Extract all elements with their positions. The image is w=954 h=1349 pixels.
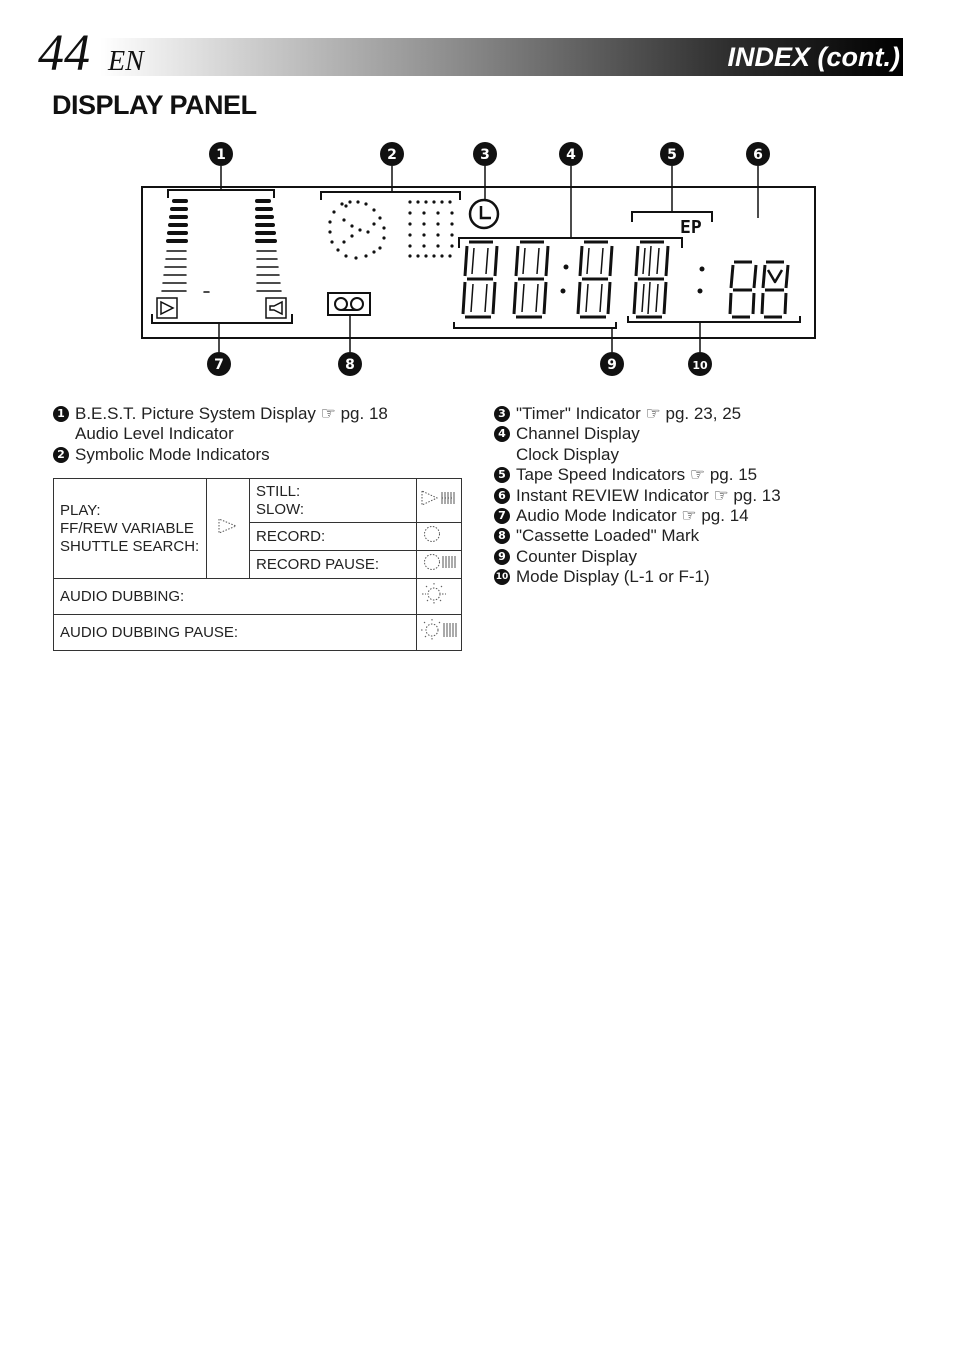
tape-speed-ep-label: EP	[680, 217, 702, 238]
still-label: STILL:	[256, 482, 301, 500]
legend-text: Symbolic Mode Indicators	[75, 444, 270, 464]
legend-number: 1	[53, 406, 69, 422]
callout-3	[473, 142, 497, 166]
legend-subtext: Audio Level Indicator	[75, 424, 234, 444]
slow-label: SLOW:	[256, 500, 305, 518]
legend-text: Audio Mode Indicator ☞ pg. 14	[516, 506, 749, 526]
page-language: EN	[108, 46, 144, 77]
symbolic-mode-table	[53, 478, 462, 651]
svg-text:2: 2	[387, 147, 397, 163]
seven-segment-digits-icon	[463, 242, 788, 317]
callout-9	[600, 352, 624, 376]
legend-number: 9	[494, 549, 510, 565]
record-pause-icon-cell	[417, 551, 462, 579]
legend-item-8	[494, 526, 781, 546]
audio-level-bars-icon	[162, 201, 281, 292]
callout-6	[746, 142, 770, 166]
still-slow-label-cell	[250, 479, 417, 523]
legend-item-2	[53, 445, 388, 465]
legend-item-1	[53, 404, 388, 424]
legend-item-5	[494, 465, 781, 485]
audio-mode-speaker-icon	[157, 298, 286, 318]
legend-text: Tape Speed Indicators ☞ pg. 15	[516, 465, 758, 485]
play-icon-cell	[207, 479, 250, 579]
legend-number: 7	[494, 508, 510, 524]
legend-number: 10	[494, 569, 510, 585]
legend-number: 6	[494, 488, 510, 504]
record-label-cell: RECORD:	[250, 523, 417, 551]
audio-dubbing-icon-cell	[417, 579, 462, 615]
svg-text:5: 5	[667, 147, 677, 163]
callout-7	[207, 352, 231, 376]
record-icon-cell	[417, 523, 462, 551]
leader-lines	[219, 166, 758, 352]
ff-rew-variable-label: FF/REW VARIABLE	[60, 519, 194, 537]
record-pause-icon	[418, 552, 460, 572]
legend-text: Mode Display (L-1 or F-1)	[516, 567, 710, 587]
play-dotted-icon	[217, 517, 239, 535]
still-icon-cell	[417, 479, 462, 523]
shuttle-search-label: SHUTTLE SEARCH:	[60, 537, 200, 555]
audio-dubbing-icon	[418, 582, 460, 606]
legend-number: 5	[494, 467, 510, 483]
callout-8	[338, 352, 362, 376]
legend-text: "Timer" Indicator ☞ pg. 23, 25	[516, 404, 742, 423]
legend-text: Instant REVIEW Indicator ☞ pg. 13	[516, 485, 781, 505]
timer-clock-icon	[470, 200, 498, 228]
callout-brackets	[152, 190, 800, 328]
legend-text: "Cassette Loaded" Mark	[516, 526, 700, 546]
legend-item-4	[494, 424, 781, 444]
callout-4	[559, 142, 583, 166]
legend-text: Counter Display	[516, 546, 637, 566]
record-pause-label-cell: RECORD PAUSE:	[250, 551, 417, 579]
audio-dubbing-pause-icon	[418, 618, 460, 642]
legend-right	[494, 404, 781, 588]
play-label: PLAY:	[60, 501, 101, 519]
svg-text:1: 1	[216, 147, 226, 163]
legend-text: Channel Display	[516, 424, 640, 444]
legend-number: 3	[494, 406, 510, 422]
audio-dubbing-pause-label-cell: AUDIO DUBBING PAUSE:	[54, 615, 417, 651]
svg-text:9: 9	[607, 357, 617, 373]
legend-number: 2	[53, 447, 69, 463]
page-number: 44	[38, 25, 90, 82]
legend-item-9	[494, 547, 781, 567]
play-label-cell	[54, 479, 207, 579]
callout-5	[660, 142, 684, 166]
svg-text:8: 8	[345, 357, 355, 373]
legend-item-7	[494, 506, 781, 526]
legend-number: 4	[494, 426, 510, 442]
panel-frame	[142, 187, 815, 338]
audio-dubbing-pause-icon-cell	[417, 615, 462, 651]
legend-subtext: Clock Display	[516, 444, 619, 464]
display-panel-diagram	[0, 0, 954, 400]
symbolic-mode-dot-matrix-icon	[328, 200, 453, 259]
cassette-icon	[328, 293, 370, 315]
header-title: INDEX (cont.)	[727, 42, 900, 72]
legend-left	[53, 404, 388, 465]
section-title: DISPLAY PANEL	[52, 90, 257, 120]
still-slow-icon	[418, 488, 460, 508]
legend-number: 8	[494, 528, 510, 544]
audio-dubbing-label-cell: AUDIO DUBBING:	[54, 579, 417, 615]
svg-text:7: 7	[214, 357, 224, 373]
legend-text: B.E.S.T. Picture System Display ☞ pg. 18	[75, 404, 388, 423]
legend-item-10	[494, 567, 781, 587]
svg-text:4: 4	[566, 147, 576, 163]
svg-text:10: 10	[692, 359, 708, 372]
callout-2	[380, 142, 404, 166]
svg-text:3: 3	[480, 147, 490, 163]
record-dotted-circle-icon	[418, 524, 460, 544]
legend-item-6	[494, 486, 781, 506]
legend-item-3	[494, 404, 781, 424]
callout-10	[688, 352, 712, 376]
callout-1	[209, 142, 233, 166]
svg-text:6: 6	[753, 147, 763, 163]
